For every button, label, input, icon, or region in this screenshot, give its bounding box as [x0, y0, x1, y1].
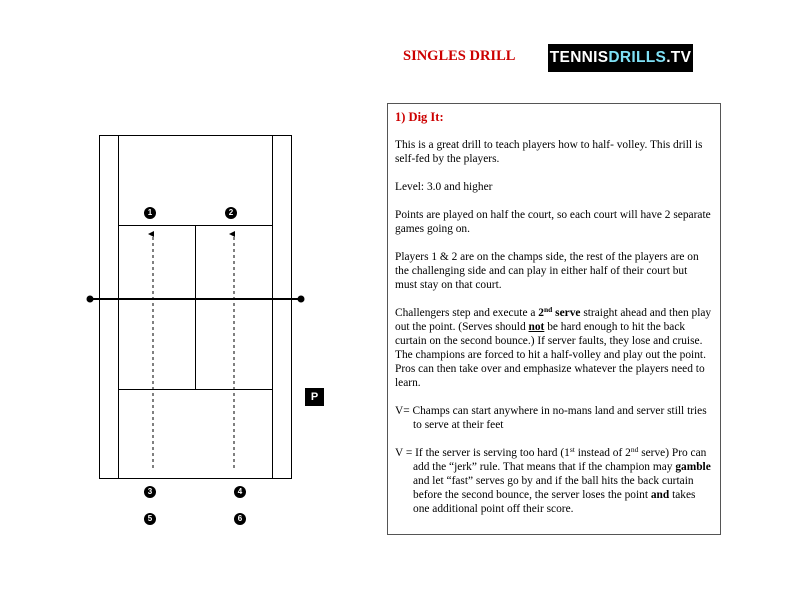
drill-variation-1: V= Champs can start anywhere in no-mans land and server still tries to serve at their feet	[395, 405, 707, 431]
logo-text-tennis: TENNIS	[549, 49, 609, 66]
drill-variation-2: V = If the server is serving too hard (1st instead of 2nd serve) Pro can add the “jerk” rule. That means that if the champion may gamble and let “fast” serves go by and if the ball hits the back curtain before the second bounce, the server loses the point and takes one additional point off their score.	[395, 445, 711, 515]
logo-text-drills: DRILLS	[608, 49, 667, 66]
player-4-marker: 4	[234, 486, 246, 498]
drill-intro: This is a great drill to teach players how to half- volley. This drill is self-fed by the players.	[395, 139, 703, 165]
player-2-marker: 2	[225, 207, 237, 219]
player-3-marker: 3	[144, 486, 156, 498]
player-5-marker: 5	[144, 513, 156, 525]
pro-marker: P	[305, 388, 324, 406]
logo-text-tv: .TV	[666, 49, 692, 66]
drill-description-panel	[387, 103, 721, 535]
drill-players-rule: Players 1 & 2 are on the champs side, the rest of the players are on the challenging side and can play in either half of their court but must stay on that court.	[395, 251, 699, 291]
player-1-marker: 1	[144, 207, 156, 219]
court-lines	[100, 136, 292, 479]
player-6-marker: 6	[234, 513, 246, 525]
drill-title: SINGLES DRILL	[403, 48, 516, 64]
net-post-left	[87, 296, 94, 303]
drill-level: Level: 3.0 and higher	[395, 181, 493, 193]
drill-points-rule: Points are played on half the court, so each court will have 2 separate games going on.	[395, 209, 711, 235]
drill-heading: 1) Dig It:	[395, 110, 444, 124]
net-post-right	[298, 296, 305, 303]
drill-challengers-rule: Challengers step and execute a 2nd serve straight ahead and then play out the point. (Serves should not be hard enough to hit the back curtain on the second bounce.) If server faults, they lose and cruise. The champions are forced to hit a half-volley and play out the point. Pros can then take over and emphasize whatever the players need to learn.	[395, 305, 712, 389]
